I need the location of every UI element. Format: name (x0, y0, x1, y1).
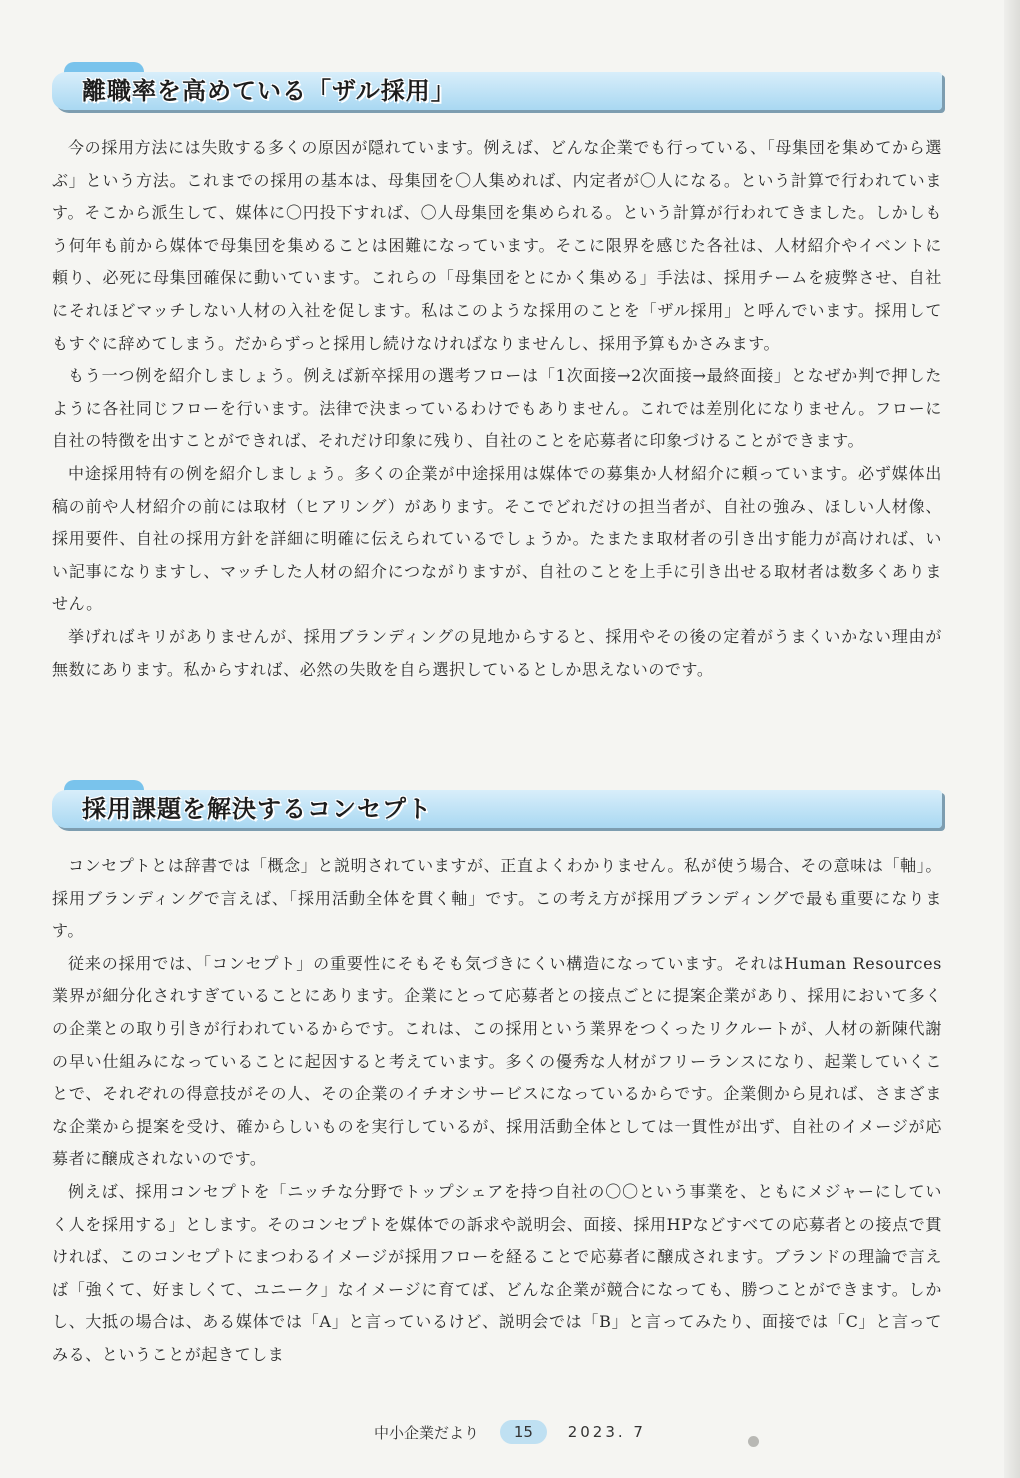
page-number: 15 (500, 1420, 547, 1444)
binding-hole (748, 1436, 759, 1447)
heading-text: 採用課題を解決するコンセプト (82, 795, 432, 823)
section-heading (52, 780, 942, 830)
section-heading (52, 62, 942, 112)
issue-date: 2023. 7 (567, 1423, 646, 1441)
section-concept (52, 780, 942, 1372)
paragraph: 中途採用特有の例を紹介しましょう。多くの企業が中途採用は媒体での募集か人材紹介に頼っています。必ず媒体出稿の前や人材紹介の前には取材（ヒアリング）があります。そこでどれだけの担当者が、自社の強み、ほしい人材像、採用要件、自社の採用方針を詳細に明確に伝えられているでしょうか。たまたま取材者の引き出す能力が高ければ、いい記事になりますし、マッチした人材の紹介につながりますが、自社のことを上手に引き出せる取材者は数多くありません。 (52, 463, 942, 614)
page-edge (1004, 0, 1020, 1478)
paragraph: 今の採用方法には失敗する多くの原因が隠れています。例えば、どんな企業でも行っている、「母集団を集めてから選ぶ」という方法。これまでの採用の基本は、母集団を〇人集めれば、内定者が〇人になる。という計算で行われています。そこから派生して、媒体に〇円投下すれば、〇人母集団を集められる。という計算が行われてきました。しかしもう何年も前から媒体で母集団を集めることは困難になっています。そこに限界を感じた各社は、人材紹介やイベントに頼り、必死に母集団確保に動いています。これらの「母集団をとにかく集める」手法は、採用チームを疲弊させ、自社にそれほどマッチしない人材の入社を促します。私はこのような採用のことを「ザル採用」と呼んでいます。採用してもすぐに辞めてしまう。だからずっと採用し続けなければなりませんし、採用予算もかさみます。 (52, 138, 942, 353)
paragraph: 従来の採用では、「コンセプト」の重要性にそもそも気づきにくい構造になっています。それはHuman Resources業界が細分化されすぎていることにあります。企業にとって応募者との接点ごとに提案企業があり、採用において多くの企業との取り引きが行われているからです。これは、この採用という業界をつくったリクルートが、人材の新陳代謝の早い仕組みになっていることに起因すると考えています。多くの優秀な人材がフリーランスになり、起業していくことで、それぞれの得意技がその人、その企業のイチオシサービスになっているからです。企業側から見れば、さまざまな企業から提案を受け、確からしいものを実行しているが、採用活動全体としては一貫性が出ず、自社のイメージが応募者に醸成されないのです。 (52, 953, 942, 1169)
paragraph: コンセプトとは辞書では「概念」と説明されていますが、正直よくわかりません。私が使う場合、その意味は「軸」。採用ブランディングで言えば、「採用活動全体を貫く軸」です。この考え方が採用ブランディングで最も重要になります。 (52, 856, 942, 941)
paragraph: 挙げればキリがありませんが、採用ブランディングの見地からすると、採用やその後の定着がうまくいかない理由が無数にあります。私からすれば、必然の失敗を自ら選択しているとしか思えないのです。 (52, 626, 942, 679)
page-footer (0, 1420, 1020, 1450)
section-zaru-saiyo (52, 62, 942, 686)
paragraph: 例えば、採用コンセプトを「ニッチな分野でトップシェアを持つ自社の〇〇という事業を、ともにメジャーにしていく人を採用する」とします。そのコンセプトを媒体での訴求や説明会、面接、採用HPなどすべての応募者との接点で貫ければ、このコンセプトにまつわるイメージが採用フローを経ることで応募者に醸成されます。ブランドの理論で言えば「強くて、好ましくて、ユニーク」なイメージに育てば、どんな企業が競合になっても、勝つことができます。しかし、大抵の場合は、ある媒体では「A」と言っているけど、説明会では「B」と言ってみたり、面接では「C」と言ってみる、ということが起きてしま (52, 1181, 942, 1364)
heading-text: 離職率を高めている「ザル採用」 (82, 77, 456, 105)
publication-name: 中小企業だより (374, 1423, 480, 1442)
paragraph: もう一つ例を紹介しましょう。例えば新卒採用の選考フローは「1次面接→2次面接→最終面接」となぜか判で押したように各社同じフローを行います。法律で決まっているわけでもありません。これでは差別化になりません。フローに自社の特徴を出すことができれば、それだけ印象に残り、自社のことを応募者に印象づけることができます。 (52, 366, 942, 451)
